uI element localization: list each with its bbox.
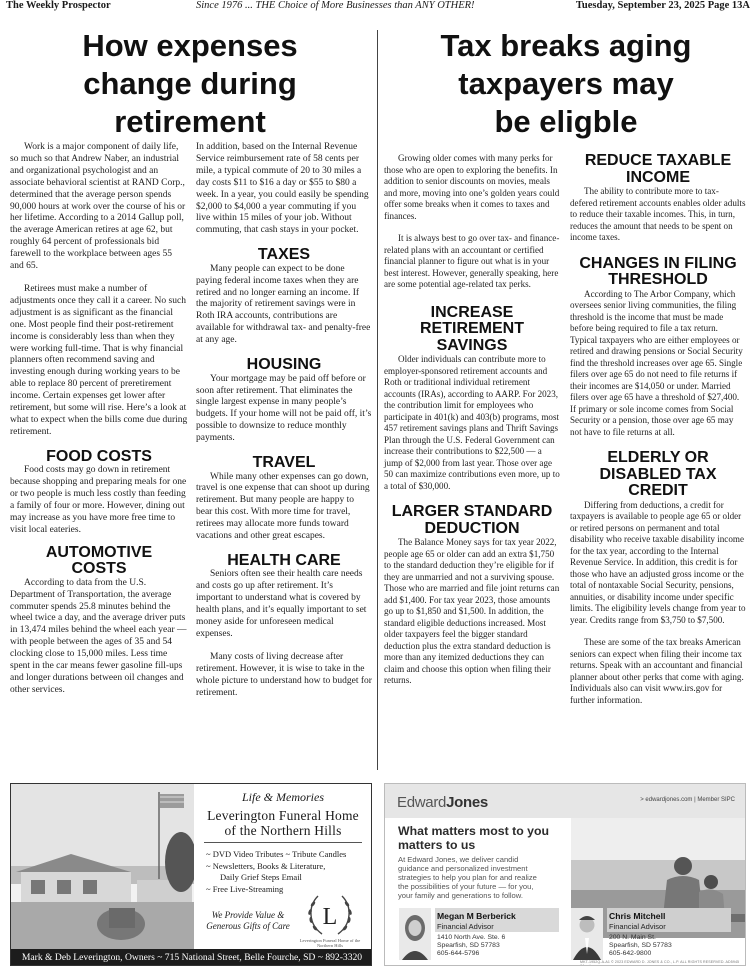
advisor-title: Financial Advisor: [437, 922, 494, 931]
address-line: Spearfish, SD 57783: [609, 942, 672, 950]
subhead-housing: HOUSING: [246, 356, 322, 374]
life-memories-header: Life & Memories: [242, 790, 324, 804]
subhead-automotive-costs: AUTOMOTIVE COSTS: [45, 543, 153, 578]
column-divider: [377, 30, 378, 770]
paragraph: Your mortgage may be paid off before or soon after retirement. That eliminates the single largest expense in many people’s budgets. If your home will not be paid off, it’s possible to downsize to reduce monthly payments.: [196, 373, 372, 444]
funeral-home-name-line2: of the Northern Hills: [224, 823, 342, 838]
paragraph: Work is a major component of daily life, so much so that Andrew Naber, an industrial and organizational psychologist and an associate behavioral scientist at RAND Corp., determined that the average person spends 90,000 hours at work over the course of his or her lifetime. According to a 2014 Gallup poll, the average American retires at age 62, but roughly 64 percent of professionals bid farewell to the workplace between ages 55 and 65.: [10, 142, 186, 272]
funeral-home-name: [194, 808, 372, 838]
advisor-address: [609, 934, 672, 959]
divider: [204, 842, 362, 843]
edward-jones-logo: [397, 794, 488, 811]
services-list: [206, 849, 372, 895]
advisor-phone[interactable]: 605-644-5796: [437, 950, 480, 958]
subhead-larger-standard-deduction: LARGER STANDARD DEDUCTION: [391, 503, 553, 537]
ej-fine-print: MKT-1952Q-A-A1 © 2023 EDWARD D. JONES & CO., L.P. ALL RIGHTS RESERVED. AD5945 (Member: [580, 960, 740, 966]
advisor-address: [437, 934, 505, 959]
logo-letter: L: [322, 904, 338, 930]
logo-caption: Leverington Funeral Home of the Northern Hills: [299, 938, 361, 948]
paragraph: Seniors often see their health care needs and costs go up after retirement. It’s important to understand what is covered by health plans, and it’s equally important to set money aside for unforeseen medical expenses.: [196, 569, 367, 639]
ej-headline: What matters most to you matters to us: [398, 824, 549, 852]
advisor-card[interactable]: [571, 908, 731, 960]
paragraph: Food costs may go down in retirement because shopping and preparing meals for one or two people is much less costly than feeding a family of four or more. However, dining out may increase as you have more free time to visit local eateries.: [10, 465, 187, 535]
right-headline-line1: Tax breaks aging: [440, 28, 692, 63]
owners-address-bar: Mark & Deb Leverington, Owners ~ 715 National Street, Belle Fourche, SD ~ 892-3320: [11, 949, 372, 966]
advisor-name: Chris Mitchell: [609, 911, 666, 921]
paragraph: Differing from deductions, a credit for taxpayers is available to people age 65 or older or retired persons on permanent and total disability who receive taxable disability income for the tax year, according to the Internal Revenue Service. In addition, this credit is for those who have an adjusted gross income or the total of nontaxable Social Security, pensions, annuities, or disability income under specific limits. The eligibility levels change from year to year. Credits range from $3,750 to $7,500.: [570, 499, 746, 625]
paragraph: Growing older comes with many perks for those who are open to exploring the benefits. In addition to senior discounts on movies, meals and more, moving into one’s golden years could offer some breaks when it comes to taxes and finances.: [384, 153, 560, 221]
masthead: [6, 0, 750, 14]
address-line: 1410 North Ave. Ste. 6: [437, 934, 506, 941]
paragraph: The Balance Money says for tax year 2022, people age 65 or older can add an extra $1,750 to the standard deduction they’re eligible for if they are unmarried and not a surviving spouse. Those who are married and file joint returns can add $1,400. For tax year 2023, those amounts go up to $1,850 and $1,500. In addition, the standard eligible deductions increased. Most older taxpayers feel the bigger standard deduction plus the extra standard deduction is more than any itemized deductions they can claim and choose this option when filing their returns.: [384, 537, 560, 685]
paragraph: In addition, based on the Internal Revenue Service reimbursement rate of 58 cents per mile, a typical commute of 20 to 30 miles a day costs $11 to $16 a day or $55 to $80 a week. In a year, you could easily be spending $2,000 to $4,000 a year commuting if you live within 15 miles of your job. Without commuting, that cash stays in your pocket.: [196, 142, 369, 236]
logo-part-2: Jones: [446, 794, 488, 811]
address-line: Spearfish, SD 57783: [437, 942, 500, 950]
subhead-changes-filing-threshold: CHANGES IN FILING THRESHOLD: [579, 254, 737, 288]
advisor-title: Financial Advisor: [609, 922, 666, 931]
paragraph: These are some of the tax breaks American seniors can expect when filing their income tax returns. Speak with an accountant and financial planner about other perks that come with aging. Individuals also can visit www.irs.gov for further information.: [570, 637, 744, 705]
left-headline-line1: How expenses: [82, 28, 298, 63]
article-column-4: [570, 153, 746, 706]
left-headline: [10, 27, 370, 141]
paragraph: Many people can expect to be done paying federal income taxes when they are retired and no longer earning an income. If the majority of retirement savings were in Roth IRA accounts, contributions are available for withdrawal tax- and penalty-free at any age.: [196, 263, 371, 346]
article-column-3: [384, 153, 560, 687]
tagline-line1: We Provide Value &: [211, 910, 285, 920]
left-headline-line2: change during: [83, 66, 297, 101]
address-line: 200 N. Main St.: [609, 934, 656, 941]
tagline-line2: Generous Gifts of Care: [206, 921, 290, 931]
paragraph: The ability to contribute more to tax-defered retirement accounts enables older adults to reduce their taxable incomes. This, in turn, reduces the amount that needs to be spent on income taxes.: [570, 186, 746, 242]
edward-jones-ad[interactable]: [384, 783, 746, 966]
funeral-ad-text-panel: [194, 784, 372, 949]
ej-header-bar: [385, 784, 746, 818]
service-item: ~ Free Live-Streaming: [206, 884, 372, 896]
service-item: ~ DVD Video Tributes ~ Tribute Candles: [206, 849, 372, 861]
paragraph: It is always best to go over tax- and finance-related plans with an accountant or certified financial planner to figure out what is in your best interest. However, generally speaking, here are some potential age-related tax perks.: [384, 233, 560, 289]
date-page: Tuesday, September 23, 2025 Page 13A: [575, 0, 750, 11]
paragraph: According to data from the U.S. Department of Transportation, the average commuter spends 25.8 minutes behind the wheel twice a day, and the average driver puts in 13,474 miles behind the wheel each year — with people between the ages of 35 and 54 clocking close to 15,000 miles. Less time spent in the car means fewer gasoline fill-ups and longer durations between oil changes and other services.: [10, 577, 187, 695]
advisor-card[interactable]: [399, 908, 559, 960]
advisor-phone[interactable]: 605-642-9800: [609, 950, 652, 958]
service-item: Daily Grief Steps Email: [220, 872, 302, 882]
subhead-taxes: TAXES: [257, 246, 311, 264]
right-headline-line2: taxpayers may: [458, 66, 674, 101]
subhead-travel: TRAVEL: [252, 454, 316, 472]
paragraph: While many other expenses can go down, travel is one expense that can shoot up during retirement. But many people are happy to bear this cost. With more time for travel, retirees may allocate more funds toward vacations and other great escapes.: [196, 471, 370, 542]
laurel-logo-icon: [304, 890, 356, 940]
left-headline-line3: retirement: [114, 104, 266, 139]
subhead-reduce-taxable-income: REDUCE TAXABLE INCOME: [584, 152, 732, 186]
ej-url[interactable]: > edwardjones.com | Member SIPC: [640, 797, 735, 803]
right-headline: [386, 27, 746, 141]
paragraph: Retirees must make a number of adjustments once they call it a career. No such adjustment is as significant as the financial one. Most people find their post-retirement income is considerably less than when they were working full-time. That is why financial planners often recommend saving and investing enough during working years to be able to replace 80 percent of preretirement income. Certain expenses get lower after retirement, but some will rise. Here’s a look at what to expect when the bills come due during retirement.: [10, 283, 188, 437]
subhead-health-care: HEALTH CARE: [227, 551, 341, 569]
funeral-tagline: [202, 910, 294, 932]
service-item: ~ Newsletters, Books & Literature,: [206, 861, 372, 873]
advisor-photo: [399, 908, 431, 960]
logo-part-1: Edward: [397, 794, 447, 811]
right-headline-line3: be eligble: [494, 104, 638, 139]
advisor-name: Megan M Berberick: [437, 911, 516, 921]
article-column-2: [196, 142, 372, 700]
subhead-increase-retirement-savings: INCREASE RETIREMENT SAVINGS: [420, 303, 524, 354]
article-column-1: [10, 142, 188, 697]
paragraph: Older individuals can contribute more to employer-sponsored retirement accounts and Roth or traditional individual retirement accounts (IRAs), according to AARP. For 2023, the contribution limit for employees who participate in 401(k) and 403(b) programs, most 457 retirement savings plans and Thrift Savings Plan through the U.S. Federal Government can increase their contributions to $22,500 — a jump of $2,000 from last year. Those over age 50 can maximize contributions even more, up to a total of $30,000.: [384, 354, 560, 491]
funeral-home-name-line1: Leverington Funeral Home: [207, 808, 359, 823]
subhead-elderly-disabled-credit: ELDERLY OR DISABLED TAX CREDIT: [599, 449, 717, 499]
masthead-tagline: Since 1976 ... THE Choice of More Businesses than ANY OTHER!: [196, 0, 475, 11]
ej-body-copy: At Edward Jones, we deliver candid guidance and personalized investment strategies to help you plan for and realize the possibilities of your future — for you, your family and generations to follow.: [398, 855, 537, 901]
advisor-photo: [571, 908, 603, 960]
paragraph: Many costs of living decrease after retirement. However, it is wise to take in the whole picture to understand how to budget for retirement.: [196, 651, 372, 698]
paper-name: The Weekly Prospector: [6, 0, 111, 11]
paragraph: According to The Arbor Company, which oversees senior living communities, the filing threshold is the income that must be made before being required to file a tax return. Typical taxpayers who are either employees or retired and drawing pensions or Social Security find the threshold increases over age 65. Single filers over age 65 do not need to file returns if their incomes are $14,050 or under. Married filers over age 65 have a threshold of $27,400. If primary or sole income comes from Social Security or a pension, those over age 65 may not have to file returns at all.: [570, 288, 743, 437]
subhead-food-costs: FOOD COSTS: [46, 447, 152, 465]
funeral-home-ad[interactable]: [10, 783, 372, 966]
